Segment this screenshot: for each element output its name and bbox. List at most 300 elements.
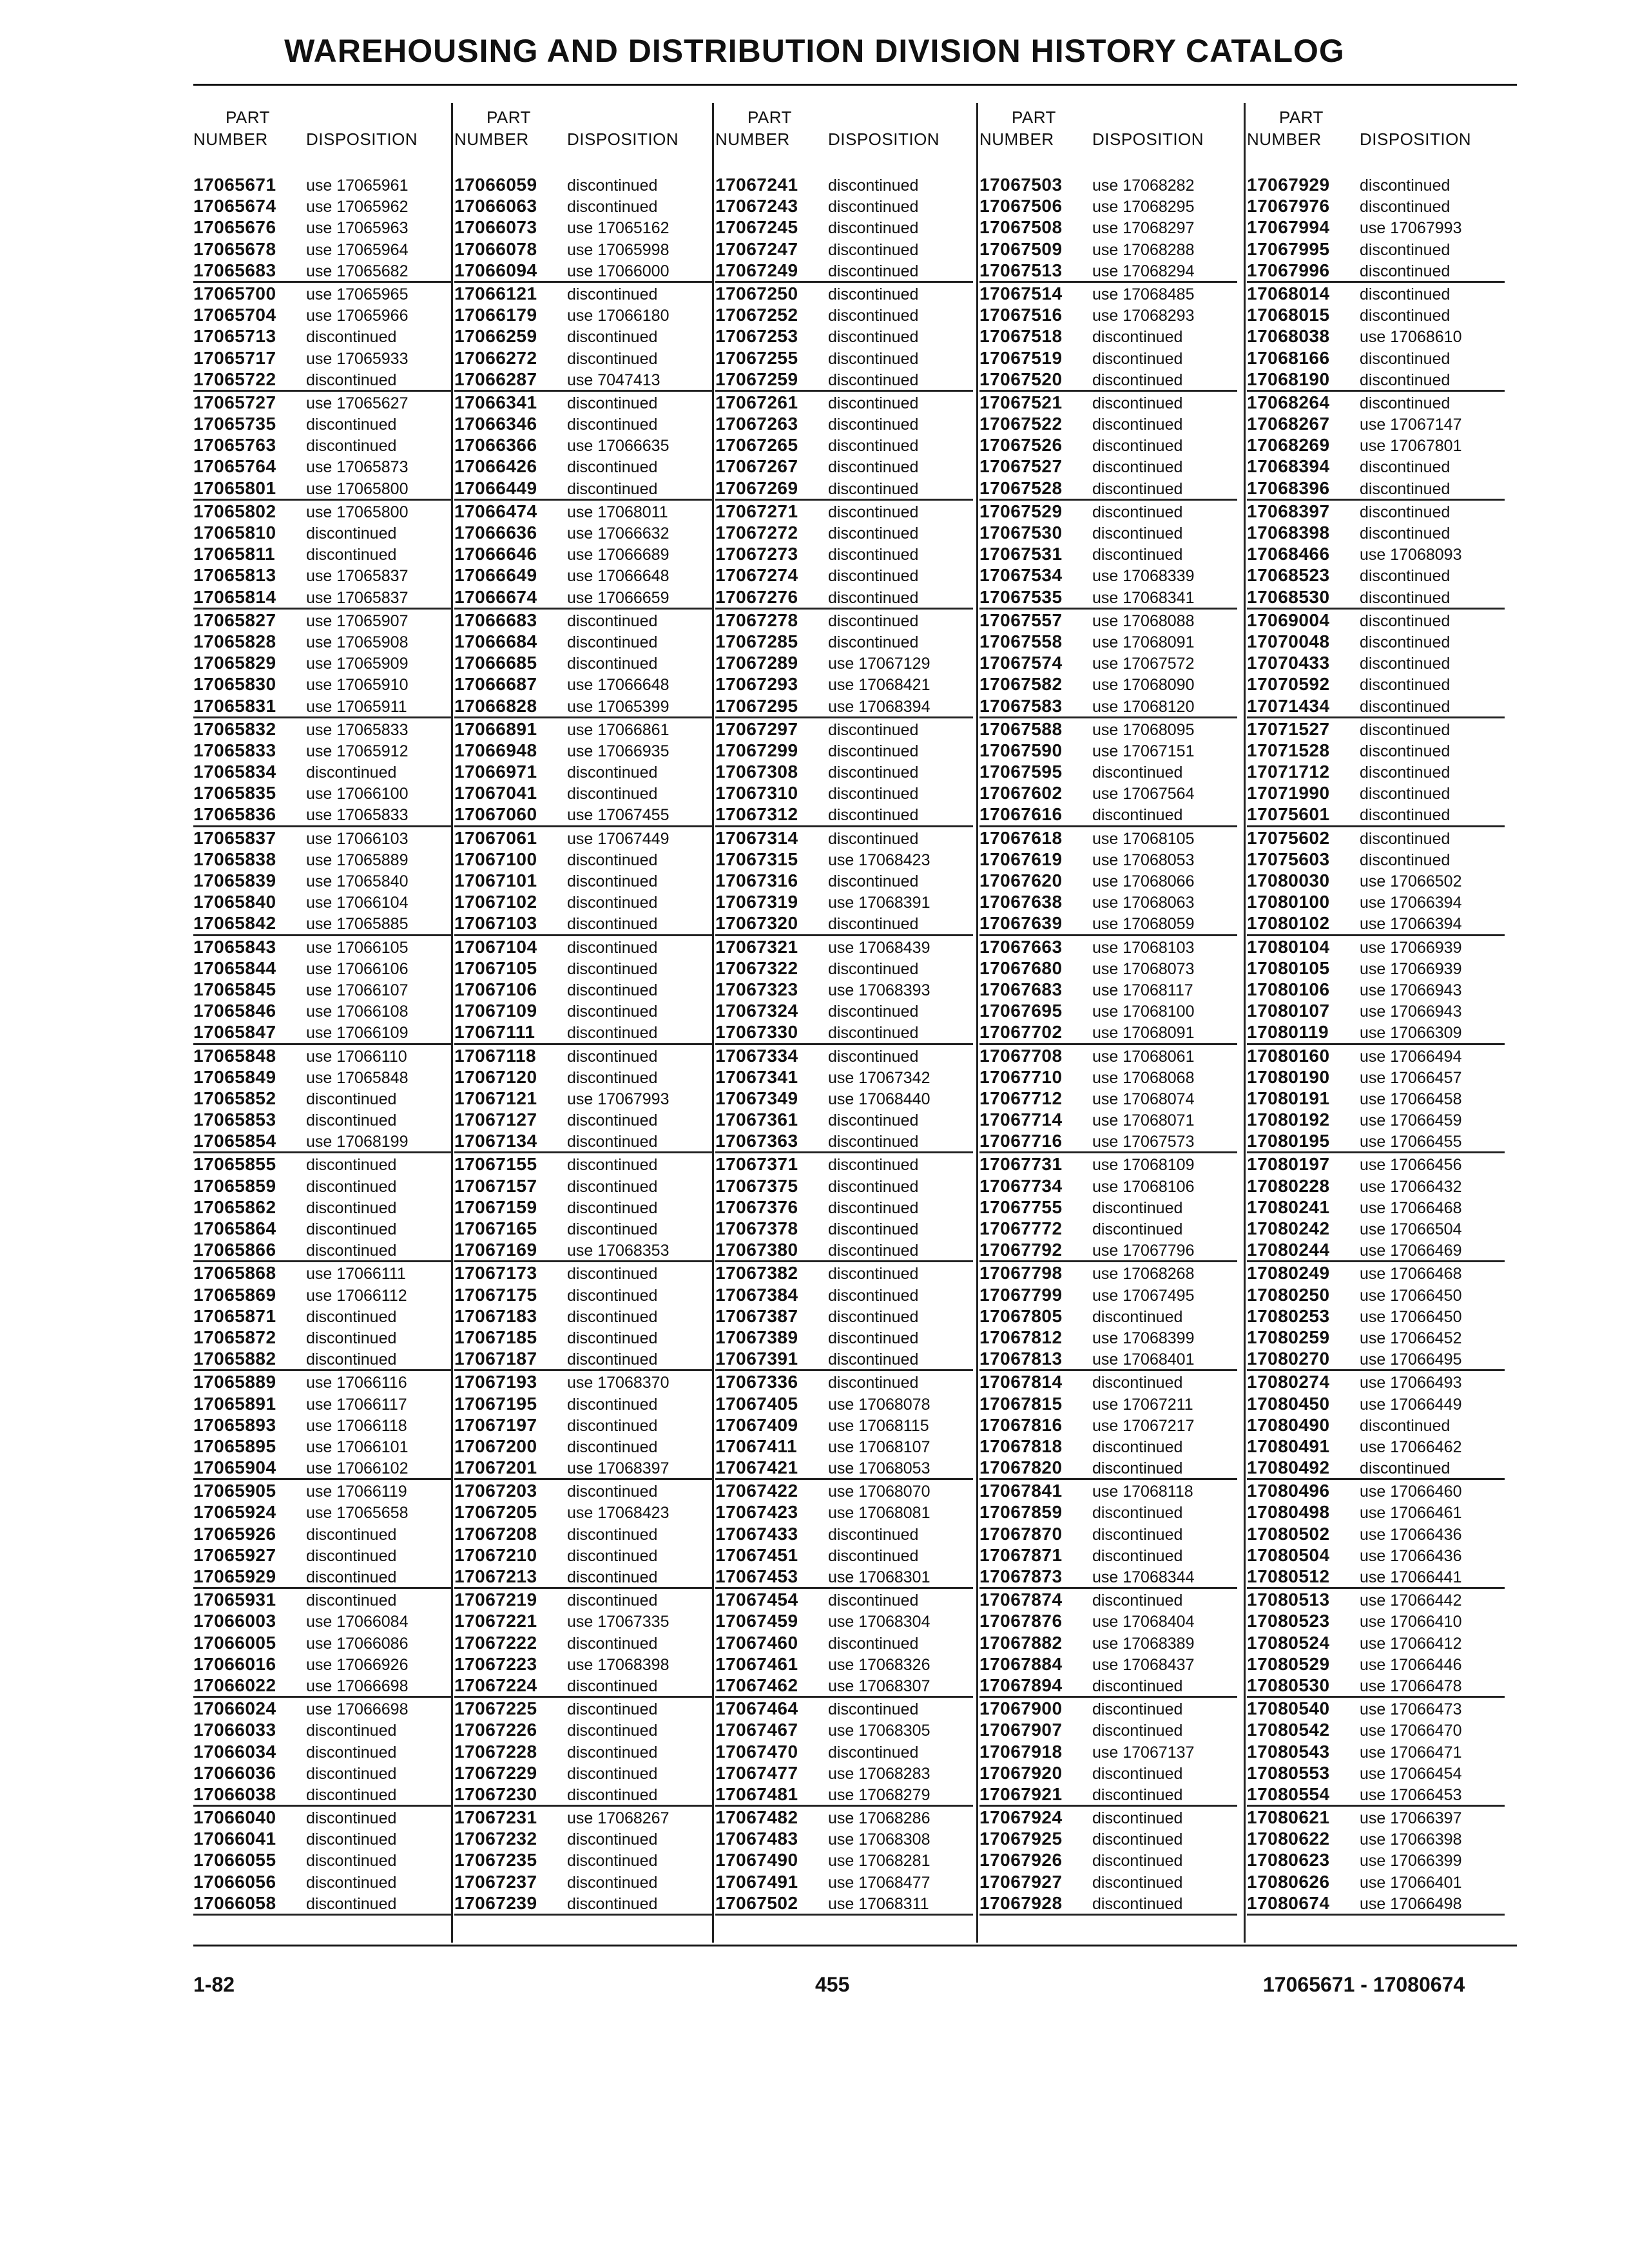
disposition: use 17066180: [567, 307, 670, 325]
part-number: 17067219: [454, 1590, 537, 1610]
catalog-entry: [1247, 260, 1505, 281]
disposition: discontinued: [567, 1265, 658, 1283]
catalog-entry: [193, 1393, 451, 1414]
catalog-entry: [979, 1262, 1237, 1283]
part-number: 17067276: [715, 586, 798, 607]
catalog-entry: [1247, 631, 1505, 652]
catalog-entry: [454, 957, 712, 979]
catalog-entry: [979, 740, 1237, 761]
part-number: 17067205: [454, 1502, 537, 1523]
catalog-entry: [454, 1371, 712, 1392]
catalog-entry: [979, 1589, 1237, 1610]
part-number: 17065671: [193, 175, 276, 195]
catalog-entry: [715, 1698, 973, 1719]
part-number: 17067106: [454, 979, 537, 999]
disposition: use 17068073: [1092, 959, 1195, 978]
part-number: 17067595: [979, 762, 1063, 782]
catalog-entry: [1247, 216, 1505, 238]
catalog-entry: [1247, 1262, 1505, 1283]
disposition: use 17065837: [306, 567, 409, 586]
catalog-entry: [715, 1175, 973, 1196]
disposition: discontinued: [1360, 806, 1451, 825]
catalog-entry: [1247, 1653, 1505, 1675]
catalog-entry: [715, 1566, 973, 1587]
disposition: use 17065964: [306, 240, 409, 259]
catalog-entry: [979, 413, 1237, 434]
disposition: discontinued: [567, 1133, 658, 1151]
catalog-entry: [454, 283, 712, 304]
part-number: 17066971: [454, 762, 537, 782]
part-number: 17067391: [715, 1349, 798, 1369]
disposition: discontinued: [828, 785, 919, 803]
disposition: use 17066461: [1360, 1504, 1462, 1523]
part-number: 17067588: [979, 718, 1063, 739]
part-number: 17066179: [454, 305, 537, 325]
disposition: use 17068106: [1092, 1177, 1195, 1196]
catalog-entry: [193, 1698, 451, 1719]
part-number: 17067870: [979, 1523, 1063, 1544]
entry-group: [979, 283, 1237, 392]
disposition: use 17066935: [567, 742, 670, 760]
part-number: 17067324: [715, 1001, 798, 1021]
part-number: 17068014: [1247, 283, 1330, 303]
part-number: 17067996: [1247, 260, 1330, 280]
catalog-entry: [454, 1849, 712, 1870]
disposition: discontinued: [1360, 829, 1451, 848]
part-number: 17067060: [454, 804, 537, 825]
catalog-entry: [979, 1457, 1237, 1478]
part-number: 17067295: [715, 695, 798, 716]
disposition: use 17068370: [567, 1374, 670, 1392]
catalog-entry: [715, 1741, 973, 1762]
part-number: 17067263: [715, 414, 798, 434]
catalog-entry: [1247, 413, 1505, 434]
catalog-entry: [454, 1741, 712, 1762]
disposition: use 17065961: [306, 177, 409, 195]
disposition: discontinued: [1360, 524, 1451, 543]
catalog-entry: [193, 718, 451, 740]
catalog-entry: [1247, 477, 1505, 499]
catalog-entry: [1247, 1783, 1505, 1805]
disposition: use 17066436: [1360, 1525, 1462, 1544]
part-number: 17067102: [454, 892, 537, 912]
disposition: discontinued: [567, 1395, 658, 1414]
catalog-entry: [979, 1828, 1237, 1849]
disposition: use 17065998: [567, 240, 670, 259]
catalog-entry: [193, 936, 451, 957]
part-number: 17070433: [1247, 653, 1330, 673]
catalog-entry: [979, 1284, 1237, 1305]
part-number: 17067285: [715, 631, 798, 651]
part-number: 17067772: [979, 1218, 1063, 1238]
catalog-entry: [193, 283, 451, 304]
part-number: 17065846: [193, 1001, 276, 1021]
part-number: 17067250: [715, 283, 798, 303]
entry-group: [193, 1262, 451, 1371]
disposition: use 17066926: [306, 1655, 409, 1674]
part-number: 17065905: [193, 1481, 276, 1501]
part-number: 17080674: [1247, 1892, 1330, 1913]
footer-page-number: 455: [815, 1973, 850, 1996]
disposition: discontinued: [828, 458, 919, 477]
disposition: discontinued: [567, 1764, 658, 1783]
part-number: 17071528: [1247, 740, 1330, 760]
catalog-entry: [715, 1130, 973, 1151]
catalog-entry: [454, 1021, 712, 1043]
part-number: 17068190: [1247, 369, 1330, 389]
disposition: use 17068304: [828, 1613, 930, 1631]
entry-group: [454, 1045, 712, 1154]
catalog-entry: [979, 1741, 1237, 1762]
catalog-entry: [1247, 740, 1505, 761]
catalog-entry: [1247, 1501, 1505, 1523]
disposition: use 17066504: [1360, 1220, 1462, 1238]
disposition: discontinued: [567, 1525, 658, 1544]
part-number: 17070048: [1247, 631, 1330, 651]
header-disposition-label: DISPOSITION: [567, 130, 679, 149]
disposition: discontinued: [567, 850, 658, 869]
disposition: discontinued: [1360, 633, 1451, 651]
catalog-entry: [193, 1523, 451, 1544]
catalog-entry: [1247, 325, 1505, 347]
part-number: 17067183: [454, 1305, 537, 1326]
catalog-entry: [715, 456, 973, 477]
disposition: use 17068485: [1092, 285, 1195, 303]
disposition: use 17068397: [567, 1459, 670, 1478]
disposition: discontinued: [1092, 764, 1183, 782]
disposition: use 17068293: [1092, 307, 1195, 325]
part-number: 17067159: [454, 1196, 537, 1217]
disposition: use 17066119: [306, 1483, 407, 1501]
catalog-entry: [715, 761, 973, 782]
disposition: discontinued: [567, 1307, 658, 1326]
part-number: 17069004: [1247, 610, 1330, 630]
disposition: use 17067211: [1092, 1395, 1193, 1414]
disposition: use 17066101: [306, 1437, 409, 1456]
entry-group: [454, 1262, 712, 1371]
disposition: use 17068053: [1092, 850, 1195, 869]
entry-group: [193, 610, 451, 718]
catalog-entry: [715, 1436, 973, 1457]
part-number: 17067411: [715, 1436, 798, 1456]
part-number: 17067433: [715, 1523, 798, 1544]
disposition: use 17068120: [1092, 697, 1195, 716]
part-number: 17067330: [715, 1022, 798, 1043]
disposition: discontinued: [306, 1722, 397, 1740]
catalog-entry: [715, 260, 973, 281]
part-number: 17067716: [979, 1131, 1063, 1151]
part-number: 17065676: [193, 217, 276, 238]
disposition: use 17066471: [1360, 1743, 1462, 1762]
part-number: 17067884: [979, 1653, 1063, 1674]
disposition: discontinued: [828, 1591, 919, 1610]
entry-group: [1247, 936, 1505, 1045]
catalog-entry: [979, 652, 1237, 673]
disposition: use 17066436: [1360, 1546, 1462, 1565]
part-number: 17068530: [1247, 586, 1330, 607]
part-number: 17067638: [979, 892, 1063, 912]
disposition: discontinued: [567, 1634, 658, 1653]
disposition: use 17066453: [1360, 1785, 1462, 1804]
catalog-entry: [715, 1762, 973, 1783]
disposition: use 17066470: [1360, 1722, 1462, 1740]
catalog-entry: [454, 1610, 712, 1631]
catalog-entry: [454, 610, 712, 631]
disposition: discontinued: [567, 1350, 658, 1369]
disposition: use 17068091: [1092, 633, 1195, 651]
part-number: 17067315: [715, 849, 798, 869]
part-number: 17065924: [193, 1502, 276, 1523]
part-number: 17067994: [1247, 217, 1330, 238]
catalog-entry: [1247, 369, 1505, 390]
catalog-entry: [193, 1196, 451, 1218]
disposition: use 17068059: [1092, 915, 1195, 934]
entry-group: [1247, 174, 1505, 283]
entry-group: [979, 1045, 1237, 1154]
part-number: 17067491: [715, 1871, 798, 1892]
disposition: discontinued: [567, 1068, 658, 1087]
part-number: 17067297: [715, 718, 798, 739]
entry-group: [979, 1153, 1237, 1262]
catalog-entry: [1247, 849, 1505, 870]
disposition: use 17068061: [1092, 1047, 1195, 1066]
part-number: 17067231: [454, 1807, 537, 1828]
catalog-entry: [193, 740, 451, 761]
disposition: use 17068401: [1092, 1350, 1195, 1369]
part-number: 17067134: [454, 1131, 537, 1151]
entry-group: [715, 1589, 973, 1698]
entry-group: [193, 936, 451, 1045]
disposition: use 17068081: [828, 1504, 930, 1523]
catalog-entry: [193, 891, 451, 912]
part-number: 17067341: [715, 1066, 798, 1087]
catalog-entry: [193, 1501, 451, 1523]
part-number: 17065831: [193, 695, 276, 716]
disposition: use 17068071: [1092, 1111, 1195, 1130]
part-number: 17067371: [715, 1154, 798, 1175]
catalog-entry: [454, 1719, 712, 1740]
catalog-entry: [715, 1153, 973, 1175]
catalog-entry: [454, 1892, 712, 1914]
catalog-entry: [454, 1414, 712, 1436]
disposition: discontinued: [828, 503, 919, 521]
disposition: use 17066112: [306, 1286, 407, 1305]
catalog-entry: [715, 1589, 973, 1610]
entry-group: [193, 718, 451, 827]
catalog-entry: [979, 1436, 1237, 1457]
disposition: discontinued: [1092, 1220, 1183, 1238]
part-number: 17065763: [193, 435, 276, 456]
disposition: use 17068288: [1092, 240, 1195, 259]
entry-group: [979, 174, 1237, 283]
catalog-entry: [1247, 1175, 1505, 1196]
catalog-entry: [979, 912, 1237, 934]
catalog-entry: [1247, 1393, 1505, 1414]
part-number: 17080190: [1247, 1066, 1330, 1087]
disposition: use 17065965: [306, 285, 409, 303]
entry-group: [1247, 1153, 1505, 1262]
disposition: use 17068311: [828, 1894, 929, 1913]
entry-group: [979, 501, 1237, 610]
catalog-entry: [979, 1327, 1237, 1348]
disposition: discontinued: [828, 1198, 919, 1217]
catalog-entry: [454, 347, 712, 369]
catalog-entry: [979, 564, 1237, 586]
disposition: use 17067455: [567, 806, 670, 825]
part-number: 17067120: [454, 1066, 537, 1087]
catalog-entry: [1247, 1305, 1505, 1327]
disposition: discontinued: [1092, 1809, 1183, 1828]
part-number: 17067557: [979, 610, 1063, 630]
catalog-entry: [979, 260, 1237, 281]
part-number: 17075601: [1247, 804, 1330, 825]
disposition: discontinued: [828, 416, 919, 434]
disposition: use 17066457: [1360, 1068, 1462, 1087]
disposition: use 17065833: [306, 720, 409, 739]
header-number-label: NUMBER: [193, 130, 268, 149]
part-number: 17065735: [193, 414, 276, 434]
page-title: WAREHOUSING AND DISTRIBUTION DIVISION HISTORY CATALOG: [284, 33, 1345, 69]
part-number: 17067382: [715, 1263, 798, 1283]
part-number: 17065927: [193, 1544, 276, 1565]
part-number: 17065929: [193, 1566, 276, 1586]
disposition: use 17067217: [1092, 1416, 1195, 1435]
part-number: 17065814: [193, 586, 276, 607]
disposition: use 17068283: [828, 1764, 930, 1783]
part-number: 17065717: [193, 347, 276, 368]
part-number: 17065859: [193, 1175, 276, 1196]
part-number: 17067423: [715, 1502, 798, 1523]
footer-left: 1-82: [193, 1973, 235, 1996]
part-number: 17065891: [193, 1393, 276, 1414]
part-number: 17065829: [193, 653, 276, 673]
part-number: 17080030: [1247, 870, 1330, 890]
disposition: use 17068295: [1092, 198, 1195, 216]
catalog-entry: [1247, 1871, 1505, 1892]
disposition: use 17068393: [828, 981, 930, 999]
part-number: 17067695: [979, 1001, 1063, 1021]
disposition: discontinued: [1092, 416, 1183, 434]
entry-group: [193, 283, 451, 392]
catalog-entry: [193, 434, 451, 456]
disposition: discontinued: [306, 546, 397, 564]
disposition: use 17068268: [1092, 1265, 1195, 1283]
catalog-entry: [715, 1088, 973, 1109]
disposition: use 17067137: [1092, 1743, 1195, 1762]
catalog-entry: [1247, 1457, 1505, 1478]
part-number: 17067289: [715, 653, 798, 673]
catalog-entry: [454, 434, 712, 456]
catalog-entry: [193, 1284, 451, 1305]
entry-group: [1247, 610, 1505, 718]
part-number: 17080259: [1247, 1327, 1330, 1347]
disposition: use 17066117: [306, 1395, 407, 1414]
disposition: use 17068282: [1092, 177, 1195, 195]
disposition: discontinued: [828, 806, 919, 825]
disposition: use 17068109: [1092, 1156, 1195, 1175]
part-number: 17068166: [1247, 347, 1330, 368]
catalog-entry: [1247, 1849, 1505, 1870]
catalog-entry: [979, 477, 1237, 499]
part-number: 17080270: [1247, 1349, 1330, 1369]
disposition: use 17066943: [1360, 981, 1462, 999]
disposition: discontinued: [828, 872, 919, 890]
part-number: 17080496: [1247, 1481, 1330, 1501]
part-number: 17065862: [193, 1196, 276, 1217]
catalog-entry: [1247, 586, 1505, 608]
catalog-entry: [715, 216, 973, 238]
disposition: use 17065885: [306, 915, 409, 934]
column-header: [193, 106, 418, 150]
entry-group: [454, 1807, 712, 1916]
part-number: 17067104: [454, 936, 537, 957]
part-number: 17080195: [1247, 1131, 1330, 1151]
disposition: discontinued: [1360, 198, 1451, 216]
disposition: discontinued: [1360, 1416, 1451, 1435]
disposition: use 17065911: [306, 697, 407, 716]
part-number: 17067714: [979, 1110, 1063, 1130]
entry-group: [1247, 1262, 1505, 1371]
catalog-entry: [454, 1153, 712, 1175]
disposition: use 17065627: [306, 394, 409, 412]
part-number: 17067620: [979, 870, 1063, 890]
disposition: use 17066459: [1360, 1111, 1462, 1130]
part-number: 17075602: [1247, 827, 1330, 848]
catalog-entry: [715, 1544, 973, 1566]
disposition: use 17065912: [306, 742, 409, 760]
entry-group: [715, 1371, 973, 1480]
catalog-entry: [1247, 392, 1505, 413]
catalog-entry: [193, 1175, 451, 1196]
catalog-entry: [454, 1783, 712, 1805]
disposition: discontinued: [1360, 262, 1451, 280]
disposition: discontinued: [306, 1177, 397, 1196]
part-number: 17067241: [715, 175, 798, 195]
disposition: discontinued: [1092, 503, 1183, 521]
part-number: 17066073: [454, 217, 537, 238]
disposition: discontinued: [1092, 1785, 1183, 1804]
catalog-entry: [193, 1262, 451, 1283]
catalog-entry: [715, 631, 973, 652]
entry-group: [715, 392, 973, 501]
disposition: use 17068423: [828, 850, 930, 869]
part-number: 17067805: [979, 1305, 1063, 1326]
part-number: 17067574: [979, 653, 1063, 673]
part-number: 17067101: [454, 870, 537, 890]
part-number: 17066094: [454, 260, 537, 280]
header-disposition-label: DISPOSITION: [828, 130, 940, 149]
disposition: use 17068267: [567, 1809, 670, 1828]
disposition: use 17065833: [306, 806, 409, 825]
entry-group: [979, 827, 1237, 936]
disposition: use 17068477: [828, 1873, 930, 1892]
catalog-entry: [193, 1566, 451, 1587]
disposition: discontinued: [306, 1873, 397, 1892]
disposition: use 17066460: [1360, 1483, 1462, 1501]
catalog-entry: [715, 849, 973, 870]
part-number: 17068396: [1247, 477, 1330, 498]
catalog-entry: [193, 957, 451, 979]
disposition: discontinued: [828, 285, 919, 303]
part-number: 17067820: [979, 1457, 1063, 1478]
catalog-entry: [454, 1436, 712, 1457]
disposition: discontinued: [828, 720, 919, 739]
entry-group: [1247, 1807, 1505, 1916]
disposition: discontinued: [1360, 676, 1451, 695]
column-divider: [976, 103, 978, 1943]
disposition: discontinued: [1092, 1873, 1183, 1892]
disposition: discontinued: [306, 1785, 397, 1804]
